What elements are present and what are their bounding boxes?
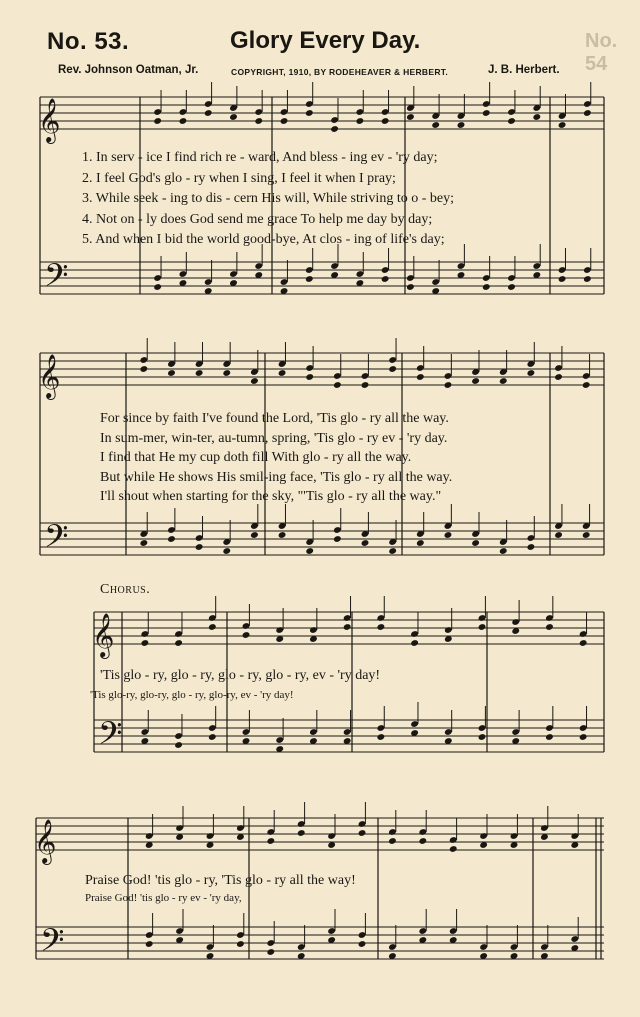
hymn-number: No. 53. <box>47 28 130 55</box>
bass-clef-icon: 𝄢 <box>98 715 123 759</box>
system1-treble-note <box>583 109 592 117</box>
system3-treble-note <box>579 639 588 647</box>
system2-bass-note <box>278 531 287 539</box>
system2-treble-note <box>139 365 148 373</box>
system2-treble-note <box>195 369 204 377</box>
verse-part1-line-3: 3. While seek - ing to dis - cern His will, While striving to o - bey; <box>82 191 454 206</box>
system1-treble-note <box>507 117 516 125</box>
chorus-label: Chorus. <box>100 582 151 597</box>
system3-bass-note <box>377 733 386 741</box>
system2-bass-note <box>527 543 536 551</box>
system4-bass-note <box>145 940 154 948</box>
chorus-lyric-line2-bass: Praise God! 'tis glo - ry ev - 'ry day, <box>85 892 242 904</box>
verse-part1-line-4: 4. Not on - ly does God send me grace To help me day by day; <box>82 211 433 227</box>
system4-bass-note <box>236 940 245 948</box>
system2-treble-note <box>333 381 342 389</box>
system2-bass-note <box>471 539 480 547</box>
system2-bass-note <box>250 531 259 539</box>
system2-bass-note <box>582 531 591 539</box>
system2-treble-note <box>388 365 397 373</box>
system2-treble-note <box>305 373 314 381</box>
system2-bass-note <box>305 547 314 555</box>
system2-treble-note <box>250 377 259 385</box>
verse-part1-line-5: 5. And when I bid the world good-bye, At clos - ing of life's day; <box>82 232 445 247</box>
system2-treble-note <box>499 377 508 385</box>
system4-treble-note <box>297 829 306 837</box>
system3-treble-note <box>242 631 251 639</box>
chorus-lyric-line2: Praise God! 'tis glo - ry, 'Tis glo - ry all the way! <box>85 873 356 888</box>
system1-bass-note <box>305 275 314 283</box>
system3-bass-note <box>579 733 588 741</box>
chorus-lyric-line1: 'Tis glo - ry, glo - ry, glo - ry, glo - ry, ev - 'ry day! <box>100 668 381 683</box>
system1-treble-note <box>305 109 314 117</box>
system1-bass-note <box>583 275 592 283</box>
lyricist-credit: Rev. Johnson Oatman, Jr. <box>58 64 199 76</box>
system1-treble-note <box>356 117 365 125</box>
treble-clef-icon: 𝄞 <box>38 98 61 142</box>
system1-treble-note <box>431 121 440 129</box>
system1-treble-note <box>204 109 213 117</box>
system1-treble-note <box>558 121 567 129</box>
system2-bass-note <box>195 543 204 551</box>
bass-clef-icon: 𝄢 <box>40 922 65 966</box>
system2-treble-note <box>416 373 425 381</box>
copyright-notice: COPYRIGHT, 1910, BY RODEHEAVER & HERBERT. <box>231 67 448 77</box>
bleed-through-text: No. 54 <box>585 30 618 75</box>
system2-bass-note <box>333 535 342 543</box>
verse-part1-line-1: 1. In serv - ice I find rich re - ward, And bless - ing ev - 'ry day; <box>82 150 438 165</box>
system2-treble-note <box>582 381 591 389</box>
system4-bass-note <box>266 948 275 956</box>
system1-bass-note <box>558 275 567 283</box>
system3-treble-note <box>141 639 150 647</box>
system1-treble-note <box>406 113 415 121</box>
system3-treble-note <box>343 623 352 631</box>
system2-treble-note <box>527 369 536 377</box>
system1-treble-note <box>254 117 263 125</box>
system4-treble-note <box>418 837 427 845</box>
system2-bass-note <box>416 539 425 547</box>
system1-treble-note <box>482 109 491 117</box>
system1-bass-note <box>482 283 491 291</box>
system1-treble-note <box>532 113 541 121</box>
system2-treble-note <box>167 369 176 377</box>
treble-clef-icon: 𝄞 <box>92 613 115 657</box>
system2-bass-note <box>361 539 370 547</box>
system3-bass-note <box>208 733 217 741</box>
system3-treble-note <box>545 623 554 631</box>
system1-treble-note <box>179 117 188 125</box>
system1-bass-note <box>507 283 516 291</box>
verse-part2-line-4: But while He shows His smil-ing face, 'Tis glo - ry all the way. <box>100 469 453 485</box>
system4-treble-note <box>358 829 367 837</box>
system2-treble-note <box>444 381 453 389</box>
verse-part2-line-5: I'll shout when starting for the sky, "'Tis glo - ry all the way." <box>100 489 442 504</box>
system1-treble-note <box>381 117 390 125</box>
system4-treble-note <box>388 837 397 845</box>
system3-treble-note <box>174 639 183 647</box>
system3-treble-note <box>208 623 217 631</box>
system4-bass-note <box>358 940 367 948</box>
system1-treble-note <box>330 125 339 133</box>
system2-treble-note <box>554 373 563 381</box>
system4-treble-note <box>266 837 275 845</box>
system3-bass-note <box>478 733 487 741</box>
system1-bass-note <box>406 283 415 291</box>
system2-bass-note <box>139 539 148 547</box>
composer-credit: J. B. Herbert. <box>488 64 560 76</box>
system3-bass-note <box>174 741 183 749</box>
verse-part2-line-3: I find that He my cup doth fill With glo - ry all the way. <box>100 450 412 465</box>
system3-bass-note <box>545 733 554 741</box>
system2-bass-note <box>554 531 563 539</box>
system3-treble-note <box>478 623 487 631</box>
system1-bass-note <box>153 283 162 291</box>
bass-clef-icon: 𝄢 <box>44 257 69 301</box>
verse-part2-line-2: In sum-mer, win-ter, au-tumn, spring, 'Tis glo - ry ev - 'ry day. <box>100 430 448 446</box>
treble-clef-icon: 𝄞 <box>34 819 57 863</box>
system4-treble-note <box>449 845 458 853</box>
verse-part2-line-1: For since by faith I've found the Lord, 'Tis glo - ry all the way. <box>100 411 449 426</box>
system2-bass-note <box>499 547 508 555</box>
system2-treble-note <box>471 377 480 385</box>
system1-treble-note <box>153 117 162 125</box>
system1-treble-note <box>457 121 466 129</box>
system2-bass-note <box>388 547 397 555</box>
bass-clef-icon: 𝄢 <box>44 518 69 562</box>
verse-part1-line-2: 2. I feel God's glo - ry when I sing, I feel it when I pray; <box>82 170 396 186</box>
system2-treble-note <box>361 381 370 389</box>
system2-bass-note <box>444 531 453 539</box>
system2-treble-note <box>278 369 287 377</box>
system3-treble-note <box>410 639 419 647</box>
system3-treble-note <box>377 623 386 631</box>
system2-bass-note <box>167 535 176 543</box>
system1-bass-note <box>381 275 390 283</box>
system1-treble-note <box>280 117 289 125</box>
chorus-lyric-line1-bass: 'Tis glo-ry, glo-ry, glo - ry, glo-ry, ev - 'ry day! <box>90 689 294 701</box>
hymn-title: Glory Every Day. <box>230 27 421 54</box>
system2-treble-note <box>222 369 231 377</box>
treble-clef-icon: 𝄞 <box>38 354 61 398</box>
system1-treble-note <box>229 113 238 121</box>
system2-bass-note <box>222 547 231 555</box>
